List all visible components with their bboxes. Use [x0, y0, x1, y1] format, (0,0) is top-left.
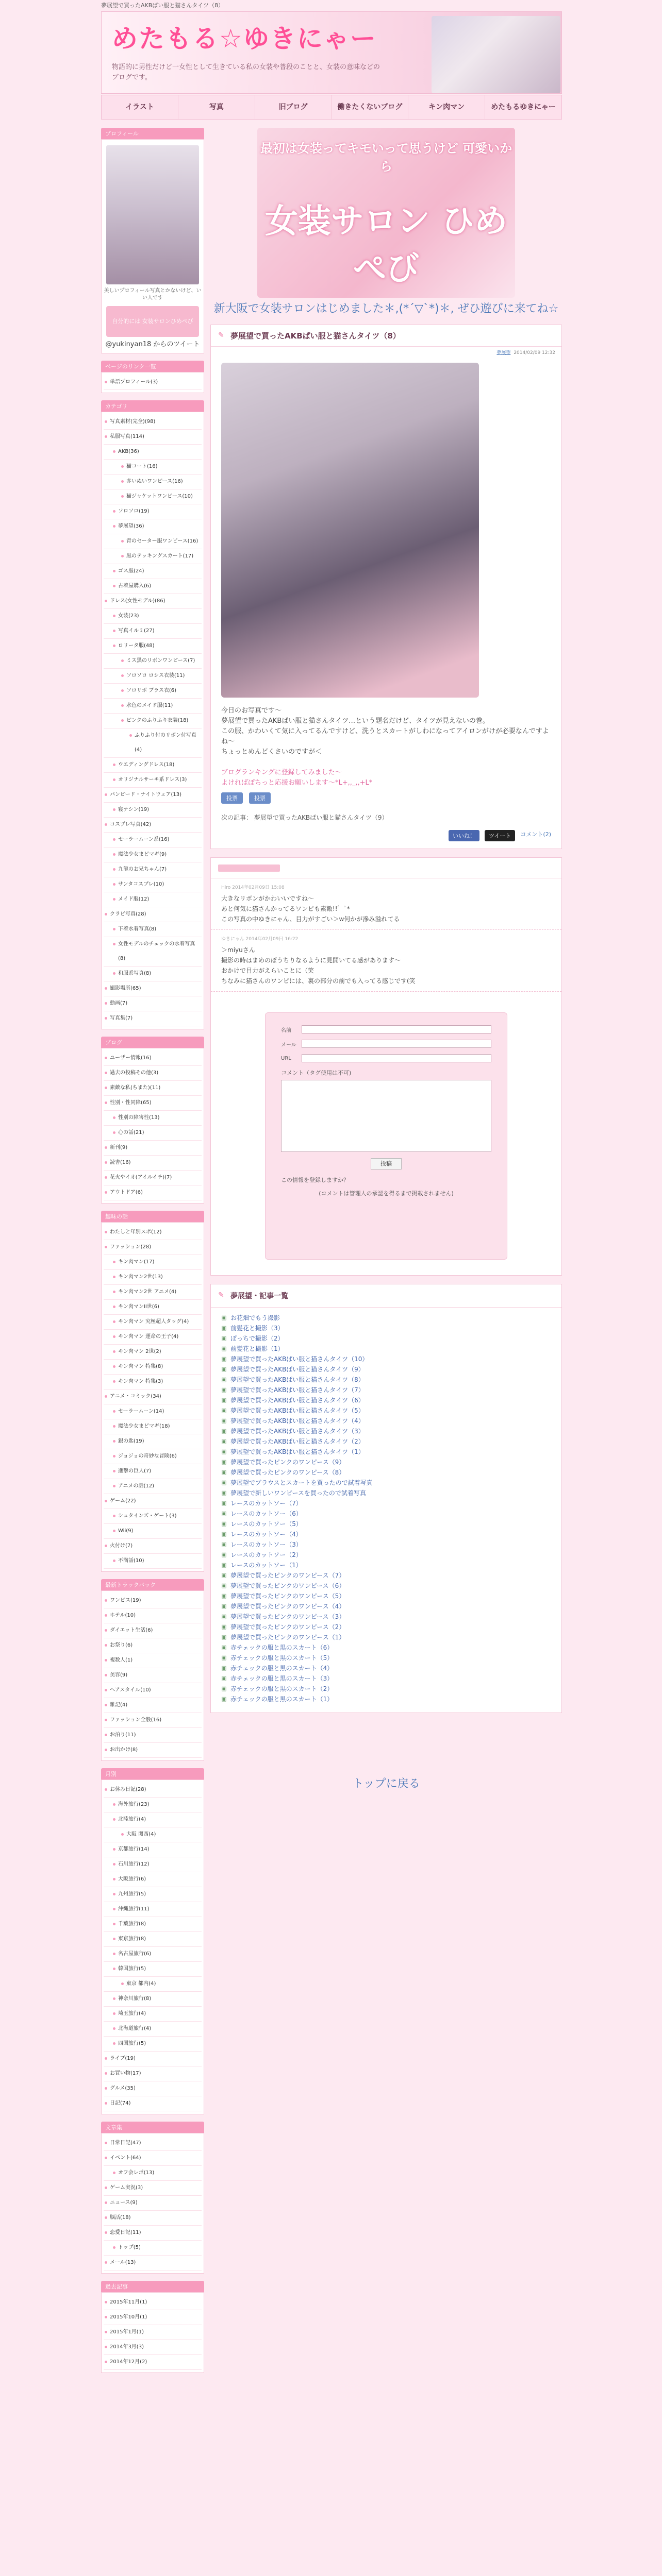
sidebar-link[interactable]: 下着水着写真(8)	[104, 922, 202, 937]
archive-link[interactable]: ▣ 赤チェックの服と黒のスカート（3）	[221, 1673, 551, 1684]
header-photo	[432, 16, 560, 93]
sidebar-box-title: 過去記事	[101, 2281, 204, 2292]
sidebar-link[interactable]: セーラームーン(14)	[104, 1404, 202, 1419]
archive-link[interactable]: ▣ 夢展望で買ったピンクのワンピース（7）	[221, 1570, 551, 1581]
archive-title-icon: ✎	[218, 1291, 224, 1299]
sidebar-link[interactable]: 心の話(21)	[104, 1126, 202, 1141]
sidebar-link[interactable]: メイド服(12)	[104, 892, 202, 907]
sidebar-link[interactable]: 猫ジャケットワンピース(10)	[104, 489, 202, 504]
sidebar-link[interactable]: 2014年3月(3)	[104, 2340, 202, 2355]
sidebar-link[interactable]: オフ会レポ(13)	[104, 2166, 202, 2181]
sidebar-box	[101, 1211, 204, 1572]
profile-box	[101, 128, 204, 353]
site-header	[101, 11, 562, 94]
nav-work-blog[interactable]: 働きたくないブログ	[332, 95, 408, 119]
comments-link[interactable]: コメント(2)	[520, 831, 551, 838]
mail-label: メール	[281, 1042, 296, 1048]
sidebar-link[interactable]: お休み日記(28)	[104, 1783, 202, 1798]
entry-meta	[211, 347, 561, 358]
twitter-link[interactable]: @yukinyan18 からのツイート	[105, 341, 200, 348]
sidebar-link[interactable]: ミス黒のリボンワンピース(7)	[104, 654, 202, 669]
comment	[211, 930, 561, 992]
sidebar-link[interactable]: 千葉旅行(8)	[104, 1917, 202, 1932]
entry-title-icon: ✎	[218, 331, 224, 340]
sidebar-link[interactable]: キン肉マン 特集(8)	[104, 1360, 202, 1375]
sidebar-link[interactable]: ワンピス(19)	[104, 1594, 202, 1608]
sidebar-link[interactable]: キン肉マン(17)	[104, 1255, 202, 1270]
sidebar-link[interactable]: 動画(7)	[104, 996, 202, 1011]
sidebar-link[interactable]: 2015年10月(1)	[104, 2310, 202, 2325]
sidebar-link[interactable]: 北海道旅行(4)	[104, 2022, 202, 2037]
sidebar-link[interactable]: キン肉マン2世(13)	[104, 1270, 202, 1285]
ranking-text: ブログランキングに登録してみました～	[221, 769, 342, 776]
archive-link[interactable]: ▣ 夢展望で新しいワンピースを買ったので試着写真	[221, 1488, 551, 1498]
archive-link[interactable]: ▣ お花畑でもう撮影	[221, 1313, 551, 1323]
sidebar-link[interactable]: ゴス服(24)	[104, 564, 202, 579]
sidebar-link[interactable]: 日常日記(47)	[104, 2136, 202, 2151]
name-input[interactable]	[302, 1025, 491, 1033]
sidebar-link[interactable]: 恋愛日記(11)	[104, 2226, 202, 2241]
archive-link[interactable]: ▣ 夢展望で買ったピンクのワンピース（8）	[221, 1467, 551, 1478]
archive-link[interactable]: ▣ レースのカットソー（2）	[221, 1550, 551, 1560]
archive-link[interactable]: ▣ 夢展望で買ったピンクのワンピース（6）	[221, 1581, 551, 1591]
sidebar-box-title: ブログ	[101, 1037, 204, 1048]
sidebar-link[interactable]: オリジナルサーキ系ドレス(3)	[104, 773, 202, 788]
sidebar-link[interactable]: 魔法少女まどマギ(18)	[104, 1419, 202, 1434]
sidebar-link[interactable]: 銀の匙(19)	[104, 1434, 202, 1449]
archive-link[interactable]: ▣ レースのカットソー（1）	[221, 1560, 551, 1570]
archive-link[interactable]: ▣ 赤チェックの服と黒のスカート（6）	[221, 1642, 551, 1653]
sidebar-link[interactable]: ニュース(9)	[104, 2196, 202, 2211]
sidebar-link[interactable]: 古着屋購入(6)	[104, 579, 202, 594]
sidebar-box	[101, 2281, 204, 2373]
url-label: URL	[281, 1055, 291, 1061]
archive-section	[210, 1284, 562, 1713]
archive-link[interactable]: ▣ 夢展望で買ったAKBぱい服と猫さんタイツ（5）	[221, 1405, 551, 1416]
sidebar-link[interactable]: 沖縄旅行(11)	[104, 1902, 202, 1917]
entry-line: この服、かわいくて気に入ってるんですけど、洗うとスカートがしわになってアイロンがけが必要なんですよね～	[221, 727, 549, 745]
sidebar-box	[101, 2122, 204, 2274]
sidebar-link[interactable]: 性別・性同障(65)	[104, 1096, 202, 1111]
archive-link[interactable]: ▣ レースのカットソー（3）	[221, 1539, 551, 1550]
sidebar-link[interactable]: キン肉マン 特集(3)	[104, 1375, 202, 1389]
archive-link[interactable]: ▣ レースのカットソー（6）	[221, 1509, 551, 1519]
archive-link[interactable]: ▣ 夢展望で買ったAKBぱい服と猫さんタイツ（8）	[221, 1375, 551, 1385]
site-logo[interactable]: めたもる☆ゆきにゃー	[112, 24, 377, 54]
archive-link[interactable]: ▣ 夢展望で買ったAKBぱい服と猫さんタイツ（2）	[221, 1436, 551, 1447]
sidebar-link[interactable]: 九龍のお兄ちゃん(7)	[104, 862, 202, 877]
entry-share	[211, 827, 561, 849]
entry-body	[211, 703, 561, 791]
sidebar-link[interactable]: 神奈川旅行(8)	[104, 1992, 202, 2007]
sidebar-link[interactable]: 大阪 関西(4)	[104, 1827, 202, 1842]
mail-input[interactable]	[302, 1040, 491, 1048]
sidebar-link[interactable]: 脳活(18)	[104, 2211, 202, 2226]
comment-text: 大きなリボンがかわいいですね〜	[221, 895, 315, 902]
nav-illust[interactable]: イラスト	[102, 95, 178, 119]
sidebar-link[interactable]: 石川旅行(12)	[104, 1857, 202, 1872]
sidebar-box-title: 月別	[101, 1768, 204, 1780]
ranking-button[interactable]: 投票	[221, 792, 243, 804]
archive-link[interactable]: ▣ 赤チェックの服と黒のスカート（5）	[221, 1653, 551, 1663]
submit-button[interactable]: 投稿	[371, 1158, 402, 1170]
sidebar-link[interactable]: 女性モデルのチェックの水着写真(8)	[104, 937, 202, 967]
salon-top-banner[interactable]	[257, 128, 515, 298]
sidebar-box-title: 文章集	[101, 2122, 204, 2133]
entry-category[interactable]: 夢展望	[496, 350, 511, 355]
blog-entry	[210, 325, 562, 849]
sidebar-link[interactable]: 埼玉旅行(4)	[104, 2007, 202, 2022]
sidebar-link[interactable]: グルメ(35)	[104, 2081, 202, 2096]
nav-kinnikuman[interactable]: キン肉マン	[408, 95, 485, 119]
archive-link[interactable]: ▣ 夢展望で買ったピンクのワンピース（2）	[221, 1622, 551, 1632]
sidebar-link[interactable]: 名古屋旅行(6)	[104, 1947, 202, 1962]
page-top-title: 夢展望で買ったAKBぱい服と猫さんタイツ（8）	[101, 2, 224, 9]
sidebar-link[interactable]: 雑記(4)	[104, 1698, 202, 1713]
sidebar-link[interactable]: 2014年12月(2)	[104, 2355, 202, 2370]
archive-link[interactable]: ▣ 夢展望で買ったピンクのワンピース（9）	[221, 1457, 551, 1467]
name-label: 名前	[281, 1027, 291, 1033]
sidebar-link[interactable]: 四国旅行(5)	[104, 2037, 202, 2052]
sidebar-link[interactable]: ヘアスタイル(10)	[104, 1683, 202, 1698]
archive-link[interactable]: ▣ 夢展望で買ったAKBぱい服と猫さんタイツ（6）	[221, 1395, 551, 1405]
sidebar-box	[101, 1037, 204, 1204]
sidebar-link[interactable]: 私服写真(114)	[104, 430, 202, 445]
sidebar-link[interactable]: セーラームーン系(16)	[104, 833, 202, 848]
sidebar-link[interactable]: ドレス(女性モデル)(86)	[104, 594, 202, 609]
sidebar-link[interactable]: 大阪旅行(6)	[104, 1872, 202, 1887]
ranking-buttons	[211, 791, 561, 808]
comments-section	[210, 857, 562, 1276]
sidebar-link[interactable]: ゲーム実況(3)	[104, 2181, 202, 2196]
archive-link[interactable]: ▣ 赤チェックの服と黒のスカート（2）	[221, 1684, 551, 1694]
sidebar-link[interactable]: ファッション(28)	[104, 1240, 202, 1255]
sidebar-link[interactable]: ライブ(19)	[104, 2052, 202, 2066]
comment-text: ＞miyuさん	[221, 946, 255, 954]
facebook-like-button[interactable]: いいね！	[449, 830, 479, 841]
archive-link[interactable]: ▣ レースのカットソー（4）	[221, 1529, 551, 1539]
sidebar-link[interactable]: 京都旅行(14)	[104, 1842, 202, 1857]
comment-text: 撮影の時はまめのぼうちりなるように見開いてる感があります〜	[221, 957, 401, 964]
sidebar-link[interactable]: 猫コート(16)	[104, 460, 202, 474]
archive-link[interactable]: ▣ 夢展望で買ったAKBぱい服と猫さんタイツ（7）	[221, 1385, 551, 1395]
sidebar-link[interactable]: ファッション全般(16)	[104, 1713, 202, 1728]
comments-header	[211, 858, 561, 878]
sidebar-link[interactable]: キン肉マンII世(6)	[104, 1300, 202, 1315]
main-content	[210, 128, 562, 1791]
sidebar-link[interactable]: 単語プロフィール(3)	[104, 375, 202, 390]
sidebar-link[interactable]: 海外旅行(23)	[104, 1798, 202, 1812]
sidebar-link[interactable]: 進撃の巨人(7)	[104, 1464, 202, 1479]
banner-caption[interactable]: 新大阪で女装サロンはじめました＊,(*´▽`*)＊, ぜひ遊びに来てね☆	[213, 302, 559, 315]
sidebar-link[interactable]: 読書(16)	[104, 1156, 202, 1171]
sidebar-link[interactable]: 火付け(7)	[104, 1539, 202, 1554]
sidebar-link[interactable]: 撮影場所(65)	[104, 981, 202, 996]
comments-header-bar	[218, 865, 280, 872]
sidebar-link[interactable]: 過去の投稿その他(3)	[104, 1066, 202, 1081]
archive-link[interactable]: ▣ レースのカットソー（5）	[221, 1519, 551, 1529]
ranking-button[interactable]: 投票	[249, 792, 271, 804]
sidebar-box	[101, 1579, 204, 1761]
archive-link[interactable]: ▣ 赤チェックの服と黒のスカート（1）	[221, 1694, 551, 1704]
nav-photo[interactable]: 写真	[178, 95, 255, 119]
sidebar-link[interactable]: AKB(36)	[104, 445, 202, 460]
sidebar-link[interactable]: 韓国旅行(5)	[104, 1962, 202, 1977]
sidebar-link[interactable]: 九州旅行(5)	[104, 1887, 202, 1902]
archive-link[interactable]: ▣ 夢展望で買ったAKBぱい服と猫さんタイツ（4）	[221, 1416, 551, 1426]
archive-link[interactable]: ▣ ぽっちで撮影（2）	[221, 1333, 551, 1344]
archive-title	[211, 1284, 561, 1308]
sidebar-link[interactable]: アウトドア(6)	[104, 1185, 202, 1200]
comment-text: あと何気に猫さんかってるワンピも素敵!!゜ﾟ*	[221, 905, 350, 912]
archive-link[interactable]: ▣ 前髪花と撮影（3）	[221, 1323, 551, 1333]
sidebar-link[interactable]: お買い物(17)	[104, 2066, 202, 2081]
archive-link[interactable]: ▣ 夢展望で買ったピンクのワンピース（4）	[221, 1601, 551, 1612]
sidebar-link[interactable]: ソロソロ ロシス衣装(11)	[104, 669, 202, 684]
sidebar-link[interactable]: ロリータ服(48)	[104, 639, 202, 654]
sidebar-link[interactable]: 写真素材(完全)(98)	[104, 415, 202, 430]
site-description: 物語的に男性だけど一女性として生きている私の女装や普段のことと、女装の意味などのブログです。	[112, 63, 380, 81]
sidebar-link[interactable]: 写真イルミ(27)	[104, 624, 202, 639]
remember-checkbox-label[interactable]: この情報を登録しますか？	[281, 1177, 349, 1183]
nav-metamoru[interactable]: めたもるゆきにゃー	[491, 103, 556, 111]
comment-form	[265, 1012, 507, 1260]
sidebar-link[interactable]: 魔法少女まどマギ(9)	[104, 848, 202, 862]
sidebar-link[interactable]: 夢展望(36)	[104, 519, 202, 534]
sidebar-box	[101, 361, 204, 393]
entry-title-text: 夢展望で買ったAKBぱい服と猫さんタイツ（8）	[230, 331, 401, 341]
archive-link[interactable]: ▣ 前髪花と撮影（1）	[221, 1344, 551, 1354]
sidebar-box-title: ページのリンク一覧	[101, 361, 204, 372]
sidebar-link[interactable]: ホテル(10)	[104, 1608, 202, 1623]
sidebar-link[interactable]: ソロリボ ブラス衣(6)	[104, 684, 202, 699]
archive-link[interactable]: ▣ 夢展望で買ったAKBぱい服と猫さんタイツ（1）	[221, 1447, 551, 1457]
archive-link[interactable]: ▣ レースのカットソー（7）	[221, 1498, 551, 1509]
archive-link[interactable]: ▣ 夢展望で買ったAKBぱい服と猫さんタイツ（10）	[221, 1354, 551, 1364]
sidebar-link[interactable]: 和服系写真(8)	[104, 967, 202, 981]
sidebar-link[interactable]: 美容(9)	[104, 1668, 202, 1683]
sidebar-link[interactable]: キン肉マン2世 アニメ(4)	[104, 1285, 202, 1300]
sidebar-link[interactable]: ダイエット生活(6)	[104, 1623, 202, 1638]
comment-label: コメント（タグ使用は不可)	[281, 1070, 352, 1076]
sidebar-link[interactable]: 女装(23)	[104, 609, 202, 624]
sidebar-link[interactable]: 複数人(1)	[104, 1653, 202, 1668]
archive-link[interactable]: ▣ 夢展望で買ったAKBぱい服と猫さんタイツ（9）	[221, 1364, 551, 1375]
sidebar-link[interactable]: ユーザー情報(16)	[104, 1051, 202, 1066]
sidebar-link[interactable]: 東京旅行(8)	[104, 1932, 202, 1947]
archive-link[interactable]: ▣ 夢展望で買ったピンクのワンピース（1）	[221, 1632, 551, 1642]
entry-date: 2014/02/09 12:32	[514, 350, 555, 355]
entry-line: 今日のお写真です～	[221, 707, 282, 715]
sidebar-link[interactable]: ソロソロ(19)	[104, 504, 202, 519]
sidebar-link[interactable]: ウエディングドレス(18)	[104, 758, 202, 773]
sidebar	[101, 128, 204, 2380]
sidebar-link[interactable]: アニメ・コミック(34)	[104, 1389, 202, 1404]
tweet-button[interactable]: ツイート	[485, 830, 515, 841]
sidebar-link[interactable]: 東京 都内(4)	[104, 1977, 202, 1992]
entry-line: 夢展望で買ったAKBぱい服と猫さんタイツ…という題名だけど、タイツが見えないの巻。	[221, 717, 489, 725]
sidebar-link[interactable]: キン肉マン 2世(2)	[104, 1345, 202, 1360]
sidebar-link[interactable]: 性別の障害性(13)	[104, 1111, 202, 1126]
comment-text: ちなみに猫さんのワンピには、裏の部分の前でも入ってる感じです(笑	[221, 977, 416, 985]
sidebar-link[interactable]: コスプレ写真(42)	[104, 818, 202, 833]
sidebar-link[interactable]: クラビ写真(28)	[104, 907, 202, 922]
sidebar-link[interactable]: キン肉マン 究極超人タッグ(4)	[104, 1315, 202, 1330]
profile-box-title: プロフィール	[101, 128, 204, 139]
sidebar-box-title: カテゴリ	[101, 400, 204, 412]
banner-salon-name: 女装サロン ひめぺび	[264, 202, 508, 288]
archive-link[interactable]: ▣ 夢展望でブラウスとスカートを買ったので試着写真	[221, 1478, 551, 1488]
sidebar-link[interactable]: パンピード・ナイトウェア(13)	[104, 788, 202, 803]
comment-text: おかけで目力がえらいことに（笑	[221, 967, 315, 974]
sidebar-link[interactable]: 不満話(10)	[104, 1554, 202, 1569]
sidebar-link[interactable]: 2015年11月(1)	[104, 2295, 202, 2310]
salon-banner[interactable]: 自分的には 女装サロンひめぺび	[106, 306, 199, 337]
next-entry-link[interactable]: 次の記事： 夢展望で買ったAKBぱい服と猫さんタイツ（9）	[221, 814, 388, 821]
entry-photo[interactable]	[221, 363, 479, 698]
sidebar-link[interactable]: 花火やイオ(アイルイチ)(7)	[104, 1171, 202, 1185]
sidebar-link[interactable]: 水色のメイド服(11)	[104, 699, 202, 714]
sidebar-link[interactable]: ジョジョの奇妙な冒険(6)	[104, 1449, 202, 1464]
nav-old-blog[interactable]: 旧ブログ	[255, 95, 332, 119]
sidebar-link[interactable]: キン肉マン 運命の王子(4)	[104, 1330, 202, 1345]
sidebar-link[interactable]: 赤いぬいワンピース(16)	[104, 474, 202, 489]
comment-textarea[interactable]	[281, 1080, 491, 1152]
sidebar-link[interactable]: ふりふり付のリボン付写真(4)	[104, 728, 202, 758]
sidebar-box-title: 最新トラックバック	[101, 1579, 204, 1590]
sidebar-box	[101, 1768, 204, 2114]
sidebar-link[interactable]: ゲーム(22)	[104, 1494, 202, 1509]
sidebar-link[interactable]: アニメの話(12)	[104, 1479, 202, 1494]
archive-link[interactable]: ▣ 夢展望で買ったAKBぱい服と猫さんタイツ（3）	[221, 1426, 551, 1436]
sidebar-link[interactable]: イベント(64)	[104, 2151, 202, 2166]
sidebar-link[interactable]: わたしと年別スポ(12)	[104, 1225, 202, 1240]
sidebar-link[interactable]: 新刊(9)	[104, 1141, 202, 1156]
sidebar-link[interactable]: ピンクのふりふり衣装(18)	[104, 714, 202, 728]
sidebar-link[interactable]: サンタコスプレ(10)	[104, 877, 202, 892]
comment-text: この写真の中ゆきにゃん、目力がすごい＞w何かが滲み溢れてる	[221, 916, 400, 923]
archive-link[interactable]: ▣ 夢展望で買ったピンクのワンピース（3）	[221, 1612, 551, 1622]
sidebar-box-title: 趣味の話	[101, 1211, 204, 1222]
archive-link[interactable]: ▣ 夢展望で買ったピンクのワンピース（5）	[221, 1591, 551, 1601]
sidebar-link[interactable]: お祭り(6)	[104, 1638, 202, 1653]
global-nav	[101, 95, 562, 120]
banner-tagline: 最初は女装ってキモいって思うけど 可愛いから	[260, 141, 512, 174]
sidebar-box	[101, 400, 204, 1029]
sidebar-link[interactable]: 日記(74)	[104, 2096, 202, 2111]
comment	[211, 878, 561, 930]
sidebar-link[interactable]: メール(13)	[104, 2256, 202, 2270]
sidebar-link[interactable]: お出かけ(8)	[104, 1743, 202, 1758]
sidebar-link[interactable]: 黒のテッキングスカート(17)	[104, 549, 202, 564]
entry-title[interactable]	[211, 325, 561, 347]
comment-note: (コメントは管理人の承認を得るまで掲載されません)	[319, 1190, 454, 1197]
sidebar-link[interactable]: シュタインズ・ゲート(3)	[104, 1509, 202, 1524]
back-to-top-link[interactable]: トップに戻る	[352, 1777, 420, 1790]
sidebar-link[interactable]: 写真集(7)	[104, 1011, 202, 1026]
sidebar-link[interactable]: お泊り(11)	[104, 1728, 202, 1743]
sidebar-link[interactable]: 寝ナシン(19)	[104, 803, 202, 818]
sidebar-link[interactable]: トップ(5)	[104, 2241, 202, 2256]
sidebar-link[interactable]: Wii(9)	[104, 1524, 202, 1539]
archive-link[interactable]: ▣ 赤チェックの服と黒のスカート（4）	[221, 1663, 551, 1673]
profile-caption: 美しいプロフィール写真とかないけど、いい人です	[104, 288, 202, 301]
sidebar-link[interactable]: 素敵な私(ちまた)(11)	[104, 1081, 202, 1096]
comment-meta: ゆきにゃん 2014年02月09日 16:22	[221, 937, 299, 942]
sidebar-link[interactable]: 青のセーター服ワンピース(16)	[104, 534, 202, 549]
profile-photo	[106, 145, 199, 284]
sidebar-link[interactable]: 北陸旅行(4)	[104, 1812, 202, 1827]
ranking-text: よければぽちっと応援お願いします～*L+,,_,,+L*	[221, 779, 373, 787]
sidebar-link[interactable]: 2015年1月(1)	[104, 2325, 202, 2340]
comment-meta: Hiro 2014年02月09日 15:08	[221, 885, 285, 890]
url-input[interactable]	[302, 1054, 491, 1062]
archive-title-text: 夢展望・記事一覧	[230, 1292, 288, 1300]
entry-line: ちょっとめんどくさいのですが＜	[221, 748, 322, 756]
